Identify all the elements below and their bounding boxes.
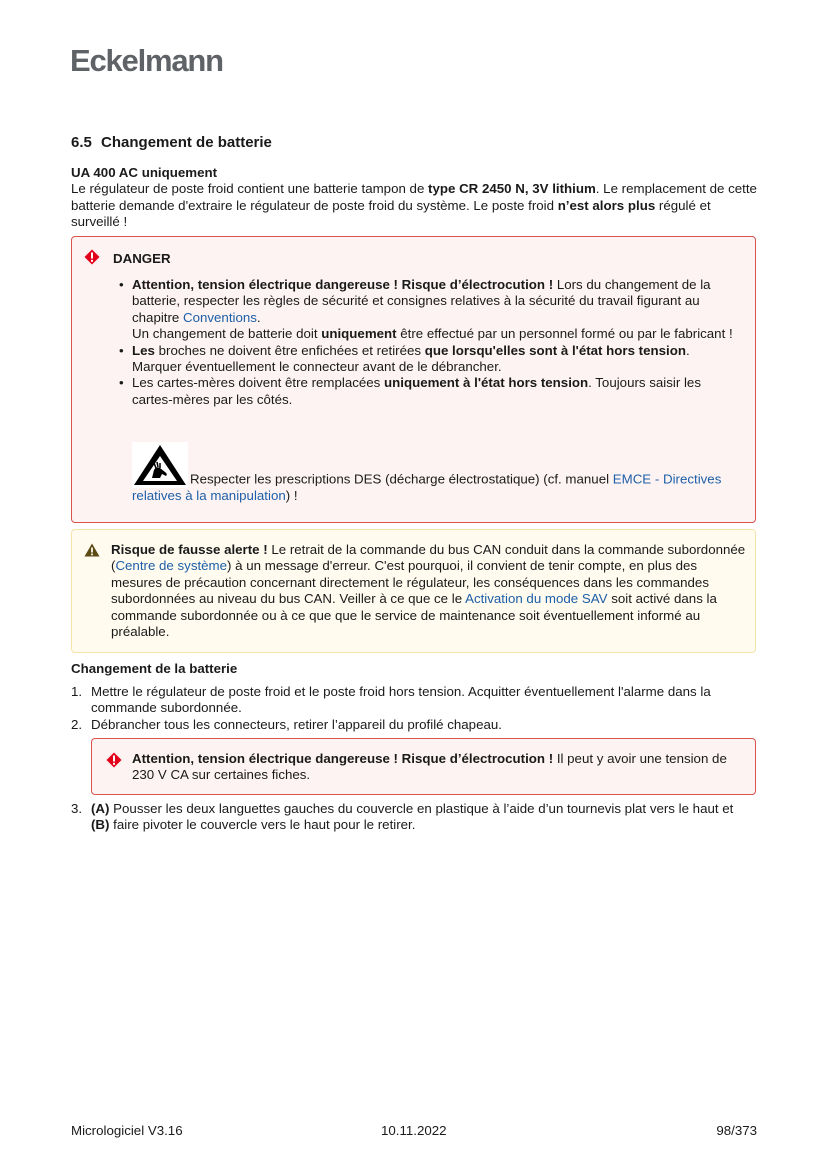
step-text: Mettre le régulateur de poste froid et le poste froid hors tension. Acquitter éventuellement l'alarme dans la commande subordonnée. [91, 684, 711, 716]
activation-mode-sav-link[interactable]: Activation du mode SAV [465, 591, 608, 607]
warning-text-part: ) à un message d'erreur. C'est pourquoi, il convient de tenir compte, en plus des mesures de précaution concernant directement le régulateur, les conséquences dans les commandes subordonnées au niveau du bus CAN. Veiller à ce que ce le [111, 558, 709, 607]
intro-text-part: Le régulateur de poste froid contient une batterie tampon de [71, 181, 429, 197]
step-label: (A) [91, 801, 110, 816]
esd-notice [132, 442, 752, 504]
esd-text: ) ! [285, 488, 298, 503]
danger-item [117, 277, 742, 343]
warning-box [71, 529, 756, 653]
warning-text [111, 542, 751, 640]
section-title: Changement de batterie [101, 134, 272, 151]
step-text: faire pivoter le couvercle vers le haut pour le retirer. [109, 817, 416, 833]
footer-firmware-version: Micrologiciel V3.16 [71, 1123, 183, 1138]
esd-text: Respecter les prescriptions DES (décharge électrostatique) (cf. manuel [190, 471, 613, 487]
step-text: Pousser les deux languettes gauches du couvercle en plastique à l’aide d’un tournevis plat vers le haut et [109, 801, 734, 816]
warning-triangle-icon [84, 543, 100, 561]
footer-date: 10.11.2022 [381, 1123, 447, 1138]
danger-item-emphasis: que lorsqu'elles sont à l'état hors tension [424, 342, 686, 358]
inline-danger-text [132, 751, 747, 784]
section-heading [71, 134, 272, 152]
step-number: 1. [71, 684, 83, 699]
danger-item-text: . Marquer éventuellement le connecteur avant de le débrancher. [132, 342, 690, 375]
step-number: 2. [71, 716, 83, 732]
inline-danger-box [91, 738, 756, 795]
danger-item-text: Un changement de batterie doit [132, 326, 322, 342]
danger-item-text: Lors du changement de la batterie, respecter les règles de sécurité et consignes relatives à la sécurité du travail figurant au chapitre [132, 277, 711, 325]
intro-emphasis: n’est alors plus [557, 197, 656, 213]
danger-list [117, 277, 742, 408]
intro-text [71, 181, 761, 230]
procedure-step [71, 717, 761, 733]
centre-de-systeme-link[interactable]: Centre de système [115, 558, 228, 574]
page-footer [71, 1123, 757, 1141]
warning-title: Risque de fausse alerte ! [111, 542, 268, 557]
procedure-steps [71, 684, 761, 733]
esd-warning-icon [132, 442, 188, 488]
danger-item-text: être effectué par un personnel formé ou par le fabricant ! [396, 326, 733, 342]
danger-item-text: broches ne doivent être enfichées et retirées [154, 342, 425, 358]
warning-text-part: soit activé dans la commande subordonnée ou à ce que que le service de maintenance soit éventuellement informé au préalable. [111, 591, 717, 640]
procedure-step [71, 684, 761, 717]
danger-item-text: Les cartes-mères doivent être remplacées [132, 375, 385, 391]
danger-box [71, 236, 756, 523]
conventions-link[interactable]: Conventions [183, 309, 257, 325]
procedure-title: Changement de la batterie [71, 661, 238, 676]
danger-item [117, 375, 742, 408]
intro-subtitle: UA 400 AC uniquement [71, 165, 218, 180]
danger-item-emphasis: uniquement à l'état hors tension [384, 375, 589, 391]
inline-danger-emphasis: Attention, tension électrique dangereuse ! Risque d’électrocution ! [132, 751, 554, 766]
danger-item-text: . [256, 309, 261, 325]
danger-item-emphasis: Les [132, 342, 155, 358]
eckelmann-logo: Eckelmann [70, 43, 223, 78]
danger-item-emphasis: uniquement [321, 326, 397, 342]
intro-paragraph [71, 165, 761, 231]
step-text: Débrancher tous les connecteurs, retirer l’appareil du profilé chapeau. [91, 716, 502, 732]
danger-diamond-icon [84, 249, 100, 269]
danger-item-text: . Toujours saisir les cartes-mères par les côtés. [132, 375, 701, 407]
emce-link[interactable]: EMCE - Directives relatives à la manipulation [132, 471, 722, 503]
danger-item-emphasis: Attention, tension électrique dangereuse ! Risque d’électrocution ! [132, 277, 554, 292]
step-number: 3. [71, 801, 83, 816]
inline-danger-text-part: Il peut y avoir une tension de 230 V CA sur certaines fiches. [132, 751, 727, 783]
footer-page-number: 98/373 [716, 1123, 757, 1138]
battery-type: type CR 2450 N, 3V lithium [428, 181, 596, 197]
danger-diamond-icon [106, 752, 122, 772]
warning-text-part: Le retrait de la commande du bus CAN conduit dans la commande subordonnée ( [111, 542, 746, 574]
step-label: (B) [91, 817, 110, 833]
section-number: 6.5 [71, 134, 92, 151]
procedure-step [71, 801, 761, 834]
danger-header [84, 249, 171, 269]
danger-item [117, 343, 742, 376]
intro-text-part: régulé et surveillé ! [71, 197, 711, 230]
intro-text-part: . Le remplacement de cette batterie demande d'extraire le régulateur de poste froid du système. Le poste froid [71, 181, 757, 213]
danger-title: DANGER [113, 251, 171, 266]
